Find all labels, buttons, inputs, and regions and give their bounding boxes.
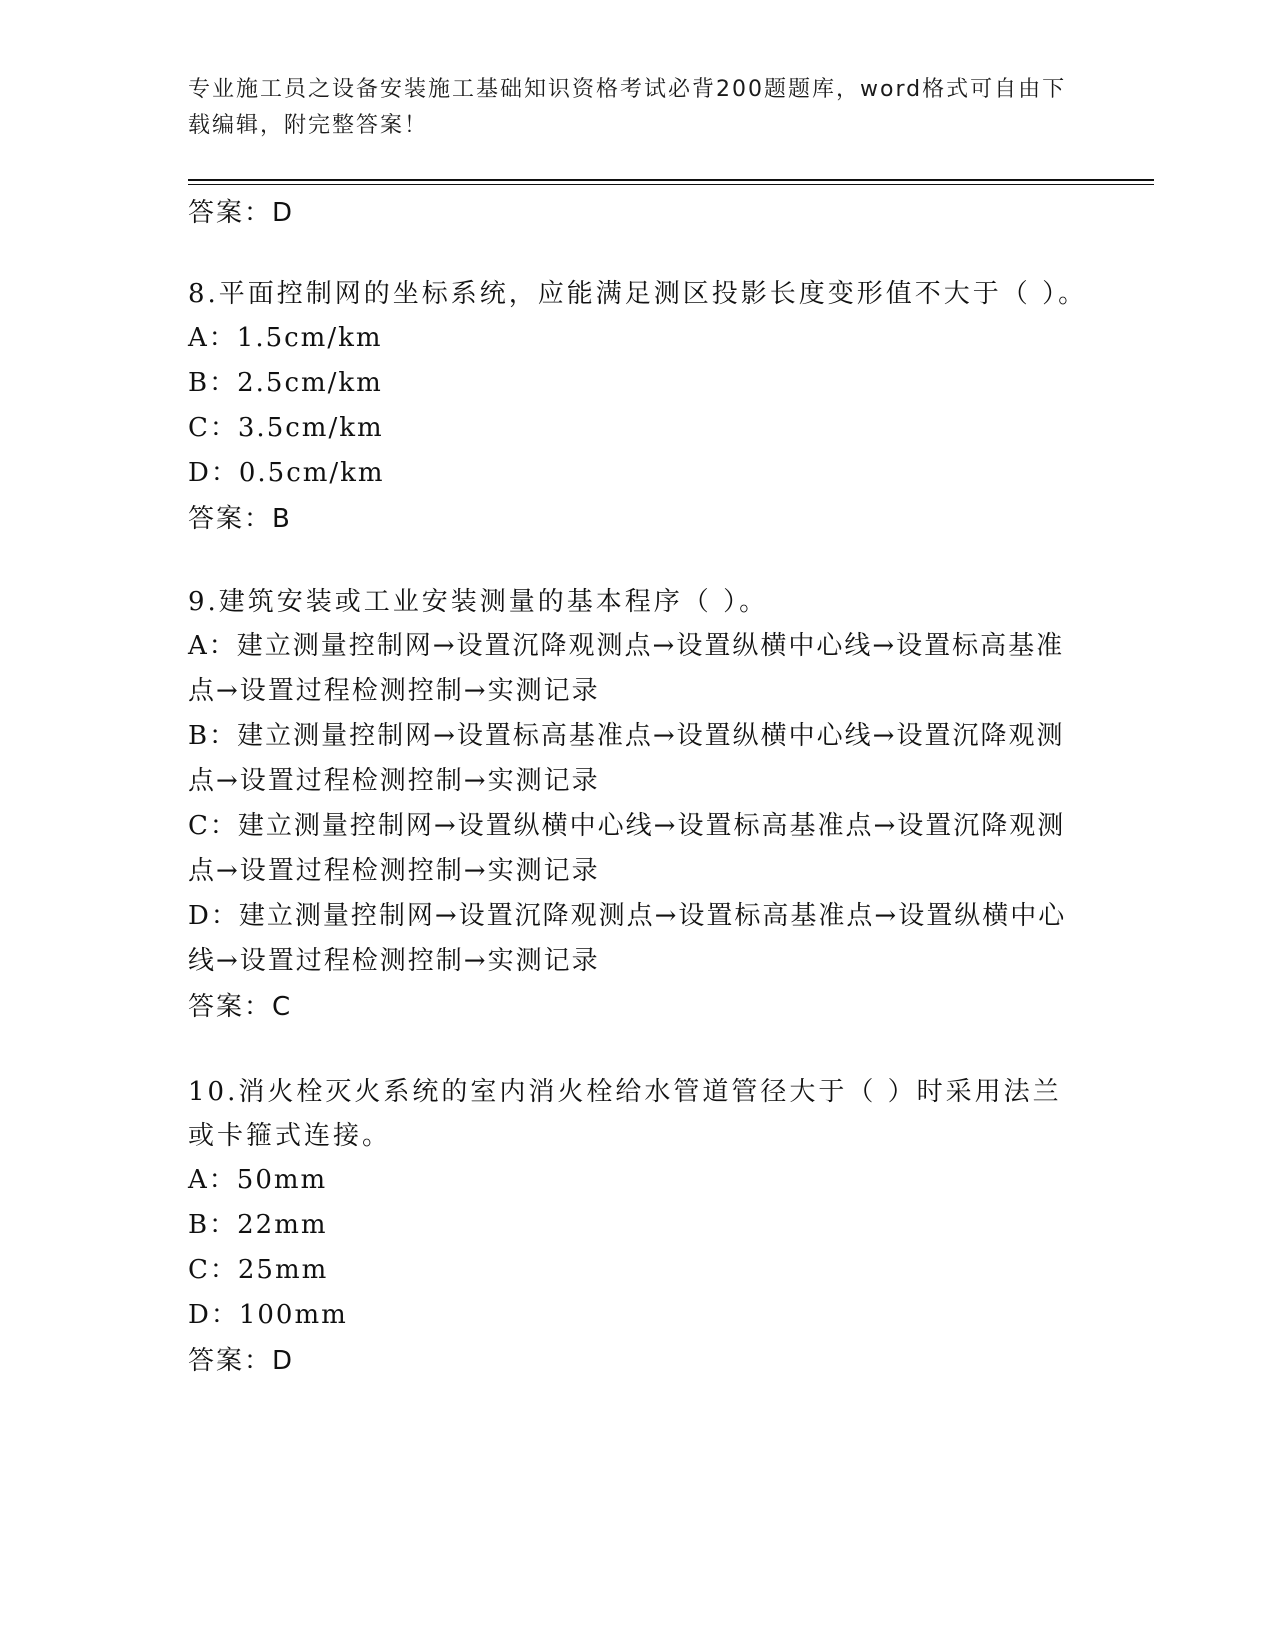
option-a: A：建立测量控制网→设置沉降观测点→设置纵横中心线→设置标高基准点→设置过程检测控制→实测记录	[188, 631, 1065, 706]
question-8	[188, 272, 1088, 542]
previous-answer: 答案：D	[188, 198, 295, 228]
option-b: B：2.5cm/km	[188, 368, 383, 398]
question-stem: 10.消火栓灭火系统的室内消火栓给水管道管径大于（ ）时采用法兰或卡箍式连接。	[188, 1077, 1062, 1151]
question-stem: 8.平面控制网的坐标系统，应能满足测区投影长度变形值不大于（ ）。	[188, 279, 1088, 309]
answer: 答案：C	[188, 992, 293, 1022]
question-stem: 9.建筑安装或工业安装测量的基本程序（ ）。	[188, 587, 769, 617]
option-a: A：50mm	[188, 1165, 328, 1195]
option-a: A：1.5cm/km	[188, 323, 383, 353]
option-d: D：100mm	[188, 1300, 348, 1330]
question-9	[188, 580, 1088, 1030]
option-d: D：建立测量控制网→设置沉降观测点→设置标高基准点→设置纵横中心线→设置过程检测控制→实测记录	[188, 901, 1067, 976]
answer: 答案：D	[188, 1346, 295, 1376]
document-header: 专业施工员之设备安装施工基础知识资格考试必背200题题库，word格式可自由下载编辑，附完整答案！	[188, 77, 1067, 138]
option-d: D：0.5cm/km	[188, 458, 385, 488]
option-c: C：25mm	[188, 1255, 329, 1285]
question-10	[188, 1070, 1088, 1384]
option-c: C：3.5cm/km	[188, 413, 384, 443]
answer: 答案：B	[188, 504, 292, 534]
header-divider-thin	[188, 184, 1154, 185]
header-divider	[188, 179, 1154, 181]
question-content	[188, 190, 1088, 1384]
option-c: C：建立测量控制网→设置纵横中心线→设置标高基准点→设置沉降观测点→设置过程检测控制→实测记录	[188, 811, 1066, 886]
option-b: B：22mm	[188, 1210, 328, 1240]
option-b: B：建立测量控制网→设置标高基准点→设置纵横中心线→设置沉降观测点→设置过程检测控制→实测记录	[188, 721, 1065, 796]
